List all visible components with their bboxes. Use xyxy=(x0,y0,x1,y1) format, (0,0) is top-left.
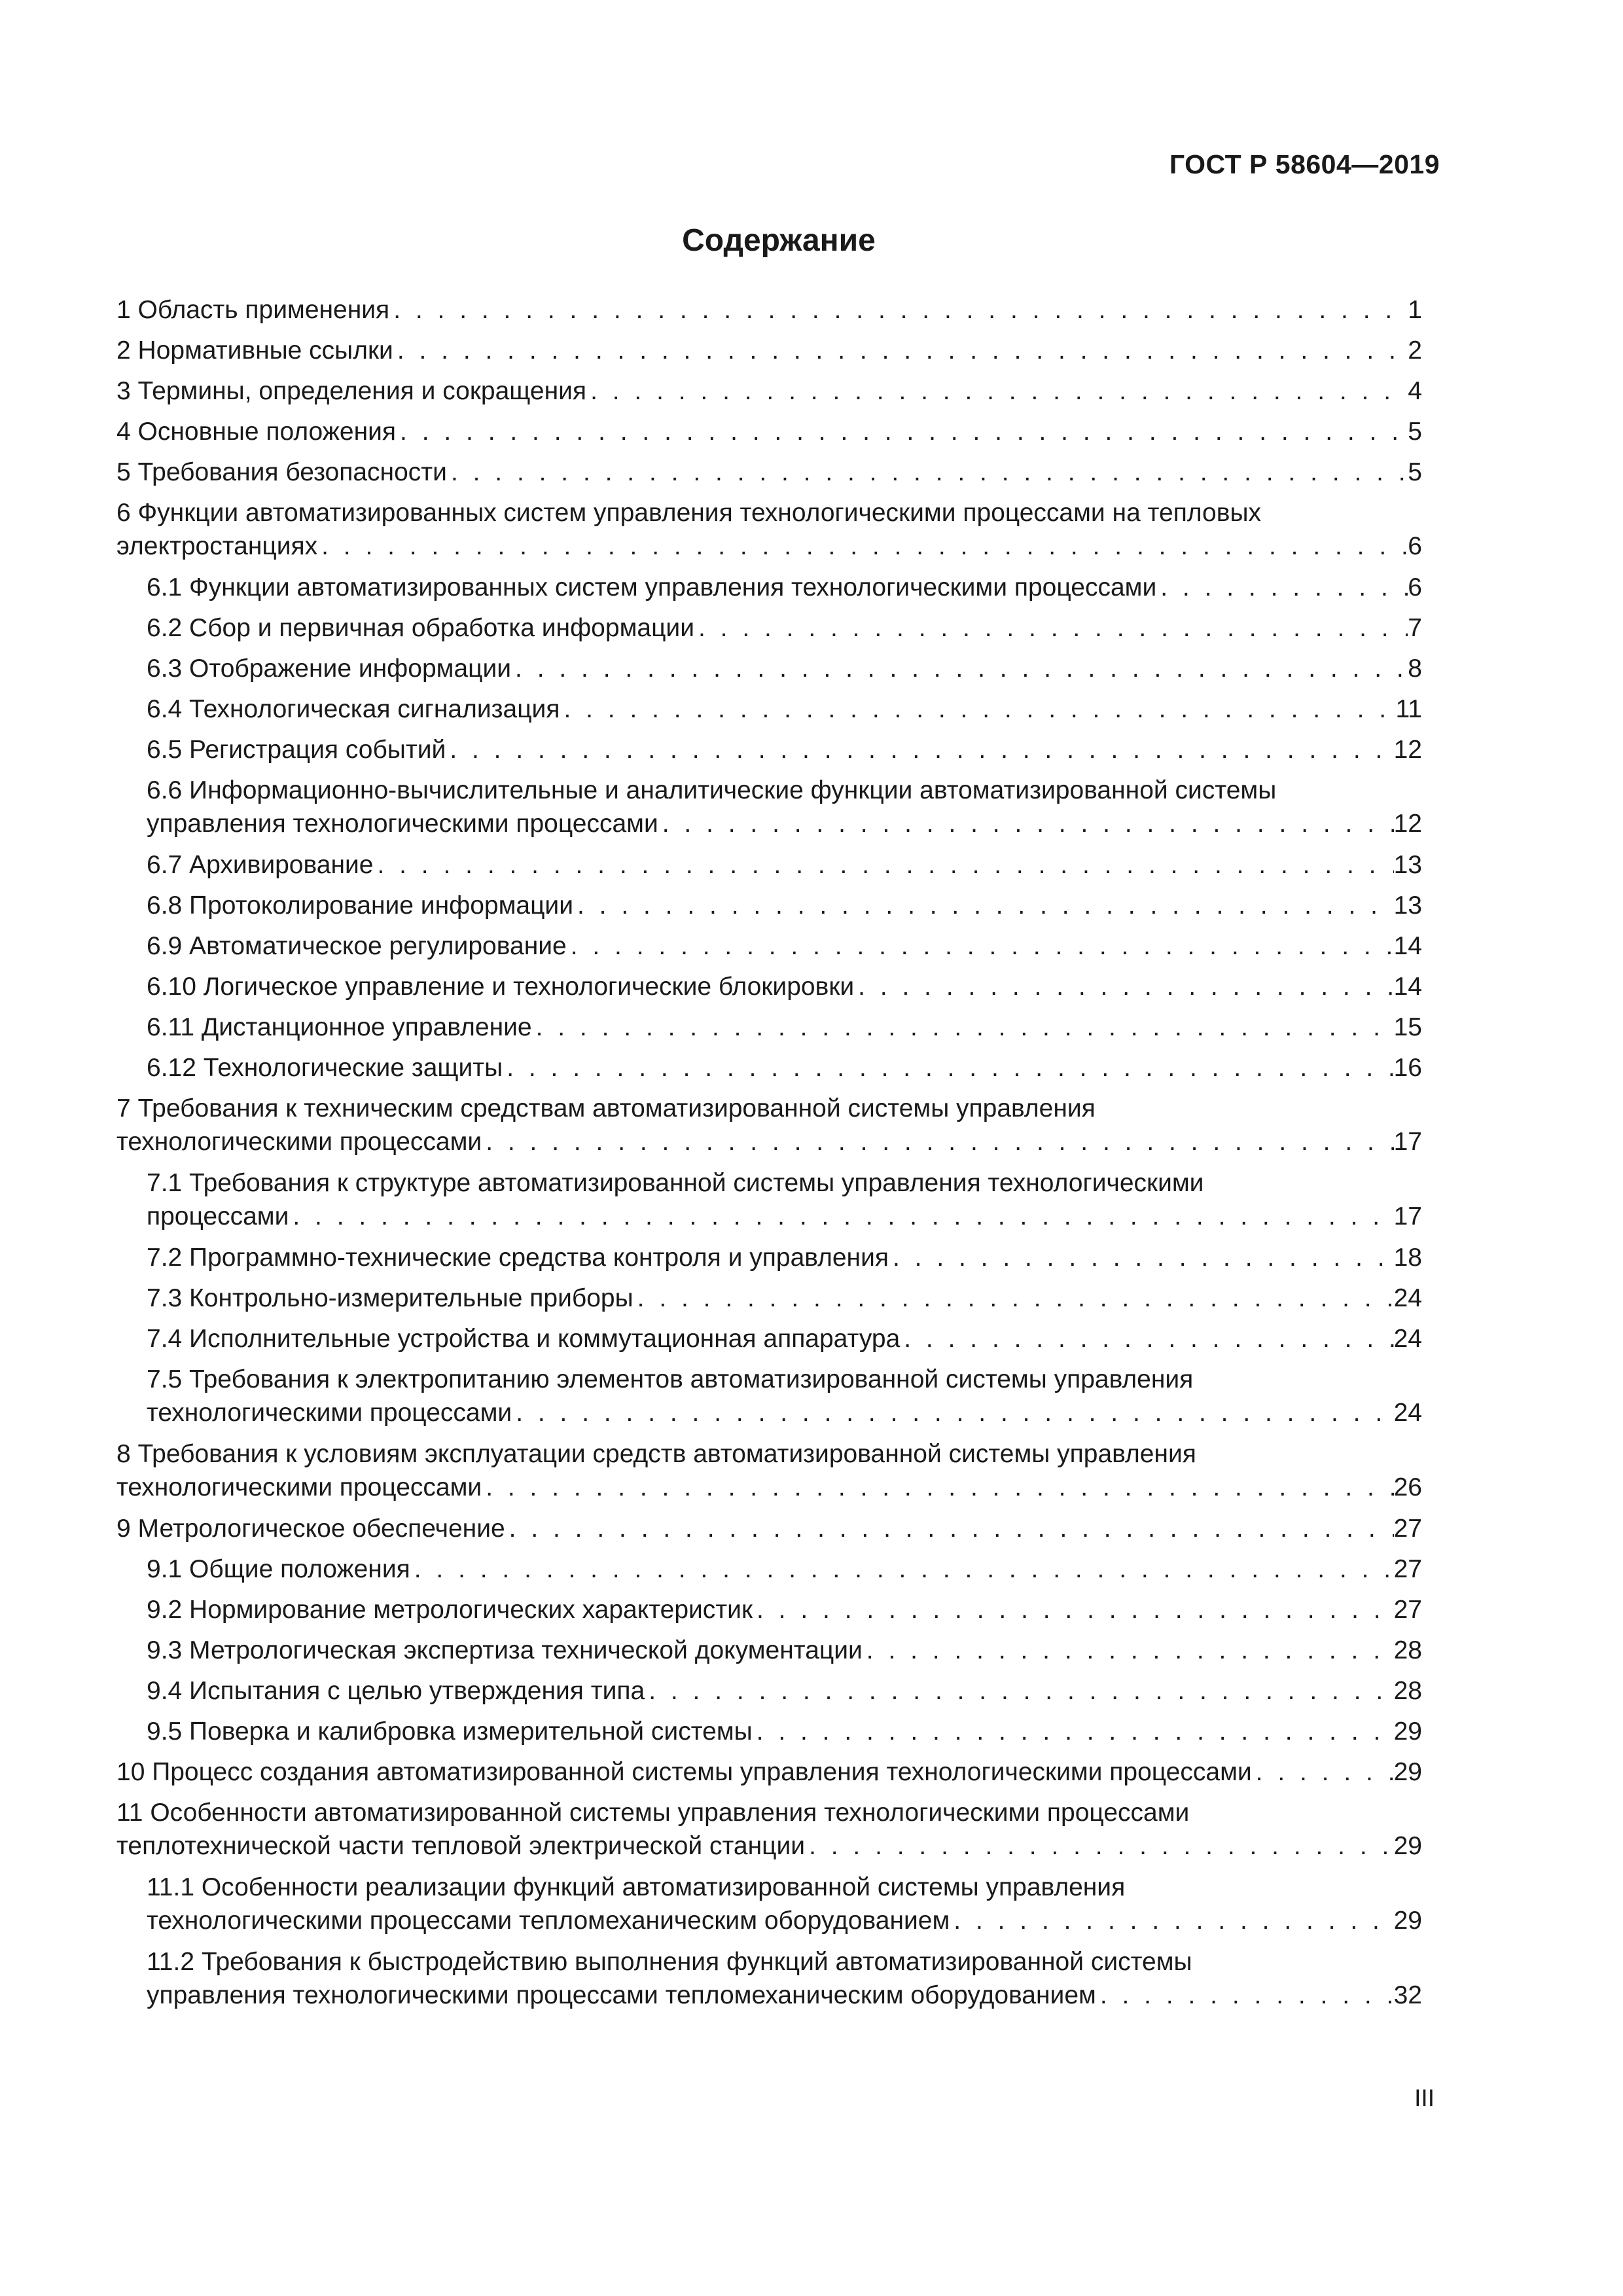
toc-entry-page: 5 xyxy=(1408,418,1422,446)
toc-entry-page: 27 xyxy=(1393,1596,1422,1624)
toc-entry[interactable] xyxy=(147,571,1422,611)
toc-entry[interactable] xyxy=(147,692,1422,733)
toc-entry-label: 9 Метрологическое обеспечение xyxy=(116,1515,505,1543)
toc-entry-label-line: 11 Особенности автоматизированной системы управления технологическими процессами xyxy=(116,1799,1190,1827)
toc-entry-page: 6 xyxy=(1408,573,1422,601)
toc-entry[interactable] xyxy=(147,1322,1422,1363)
toc-entry-label-line: 6.6 Информационно-вычислительные и аналитические функции автоматизированной системы xyxy=(147,776,1277,804)
toc-entry[interactable] xyxy=(147,1593,1422,1634)
toc-entry-page: 27 xyxy=(1393,1515,1422,1543)
toc-entry-page: 14 xyxy=(1393,932,1422,960)
toc-entry-label: 4 Основные положения xyxy=(116,418,397,446)
dot-leader xyxy=(1252,1755,1394,1789)
toc-entry[interactable] xyxy=(147,1166,1422,1241)
toc-entry-label: 6.4 Технологическая сигнализация xyxy=(147,695,560,723)
toc-entry-label-line: 8 Требования к условиям эксплуатации средств автоматизированной системы управления xyxy=(116,1440,1196,1468)
toc-entry[interactable] xyxy=(116,1512,1422,1552)
toc-entry-label-line: 7.1 Требования к структуре автоматизированной системы управления технологическими xyxy=(147,1169,1204,1197)
dot-leader xyxy=(694,611,1408,645)
toc-entry[interactable] xyxy=(147,1945,1422,2020)
toc-entry-page: 12 xyxy=(1393,810,1422,838)
toc-entry-label: 1 Область применения xyxy=(116,296,390,324)
toc-entry[interactable] xyxy=(147,1674,1422,1715)
dot-leader xyxy=(410,1552,1394,1586)
toc-entry-page: 29 xyxy=(1393,1832,1422,1860)
toc-entry-label: 5 Требования безопасности xyxy=(116,458,447,486)
toc-entry-label: 9.2 Нормирование метрологических характеристик xyxy=(147,1596,753,1624)
toc-entry-label: 6.8 Протоколирование информации xyxy=(147,891,573,920)
dot-leader xyxy=(658,807,1394,840)
toc-entry-label-line: 6 Функции автоматизированных систем управления технологическими процессами на тепловых xyxy=(116,499,1261,527)
toc-entry-page: 24 xyxy=(1393,1325,1422,1353)
toc-entry-page: 6 xyxy=(1408,532,1422,560)
toc-entry-page: 18 xyxy=(1393,1244,1422,1272)
dot-leader xyxy=(753,1593,1394,1626)
dot-leader xyxy=(446,733,1393,766)
toc-entry-label: 9.5 Поверка и калибровка измерительной системы xyxy=(147,1717,753,1746)
toc-entry-page: 4 xyxy=(1408,377,1422,405)
toc-entry-page: 28 xyxy=(1393,1677,1422,1705)
toc-entry-label: 6.2 Сбор и первичная обработка информации xyxy=(147,614,694,642)
toc-entry-label: 7.3 Контрольно-измерительные приборы xyxy=(147,1284,633,1312)
dot-leader xyxy=(567,929,1394,963)
toc-entry-label: 6.1 Функции автоматизированных систем управления технологическими процессами xyxy=(147,573,1157,601)
dot-leader xyxy=(753,1715,1394,1748)
toc-entry-page: 29 xyxy=(1393,1758,1422,1786)
toc-entry-label: управления технологическими процессами xyxy=(147,810,658,838)
table-of-contents xyxy=(116,293,1422,2020)
dot-leader xyxy=(854,970,1393,1003)
toc-entry[interactable] xyxy=(116,1437,1422,1512)
toc-entry[interactable] xyxy=(116,1796,1422,1871)
dot-leader xyxy=(512,1396,1393,1429)
dot-leader xyxy=(511,652,1408,685)
toc-entry-page: 24 xyxy=(1393,1284,1422,1312)
toc-entry-label: 9.3 Метрологическая экспертиза технической документации xyxy=(147,1636,863,1664)
toc-entry-label: 2 Нормативные ссылки xyxy=(116,336,393,365)
toc-entry-page: 24 xyxy=(1393,1399,1422,1427)
toc-entry-label: теплотехнической части тепловой электрической станции xyxy=(116,1832,806,1860)
toc-entry[interactable] xyxy=(116,334,1422,374)
toc-entry-page: 14 xyxy=(1393,973,1422,1001)
toc-entry-label: 6.3 Отображение информации xyxy=(147,655,512,683)
toc-entry-label: 10 Процесс создания автоматизированной системы управления технологическими процессами xyxy=(116,1758,1252,1786)
toc-entry-label-line: 11.2 Требования к быстродействию выполнения функций автоматизированной системы xyxy=(147,1948,1192,1976)
dot-leader xyxy=(289,1200,1393,1233)
dot-leader xyxy=(805,1829,1394,1863)
toc-entry-page: 17 xyxy=(1393,1128,1422,1156)
toc-entry[interactable] xyxy=(147,611,1422,652)
toc-entry-page: 17 xyxy=(1393,1202,1422,1230)
toc-entry-label: процессами xyxy=(147,1202,289,1230)
toc-entry-page: 27 xyxy=(1393,1555,1422,1583)
toc-entry-page: 16 xyxy=(1393,1054,1422,1082)
toc-entry-page: 13 xyxy=(1393,891,1422,920)
toc-entry[interactable] xyxy=(116,1092,1422,1166)
toc-entry-page: 29 xyxy=(1393,1907,1422,1935)
dot-leader xyxy=(1096,1979,1394,2012)
toc-entry-label-line: 11.1 Особенности реализации функций автоматизированной системы управления xyxy=(147,1873,1126,1901)
toc-entry-label: технологическими процессами xyxy=(116,1128,482,1156)
toc-entry[interactable] xyxy=(116,496,1422,571)
dot-leader xyxy=(532,1011,1394,1044)
toc-title: Содержание xyxy=(682,223,876,258)
toc-entry[interactable] xyxy=(116,415,1422,456)
dot-leader xyxy=(950,1904,1393,1937)
toc-entry[interactable] xyxy=(147,774,1422,848)
toc-entry[interactable] xyxy=(147,1051,1422,1092)
toc-entry-label: 6.7 Архивирование xyxy=(147,851,374,879)
dot-leader xyxy=(503,1051,1393,1085)
toc-entry[interactable] xyxy=(116,456,1422,496)
toc-entry[interactable] xyxy=(147,1282,1422,1322)
toc-entry-label: 6.9 Автоматическое регулирование xyxy=(147,932,567,960)
toc-entry[interactable] xyxy=(147,1634,1422,1674)
toc-entry-page: 29 xyxy=(1393,1717,1422,1746)
toc-entry-page: 13 xyxy=(1393,851,1422,879)
dot-leader xyxy=(1156,571,1408,604)
toc-entry[interactable] xyxy=(147,1871,1422,1945)
toc-entry-page: 1 xyxy=(1408,296,1422,324)
dot-leader xyxy=(633,1282,1394,1315)
toc-entry-page: 7 xyxy=(1408,614,1422,642)
dot-leader xyxy=(482,1471,1393,1504)
toc-entry[interactable] xyxy=(147,733,1422,774)
document-code: ГОСТ Р 58604—2019 xyxy=(1169,149,1440,179)
dot-leader xyxy=(863,1634,1394,1667)
toc-entry-label: 9.1 Общие положения xyxy=(147,1555,410,1583)
toc-entry-page: 8 xyxy=(1408,655,1422,683)
toc-entry-label: технологическими процессами xyxy=(147,1399,512,1427)
toc-entry[interactable] xyxy=(147,1552,1422,1593)
toc-entry-label: 6.10 Логическое управление и технологические блокировки xyxy=(147,973,855,1001)
toc-entry-page: 15 xyxy=(1393,1013,1422,1041)
toc-entry-page: 2 xyxy=(1408,336,1422,365)
toc-entry[interactable] xyxy=(147,652,1422,692)
toc-entry[interactable] xyxy=(116,293,1422,334)
toc-entry[interactable] xyxy=(116,1755,1422,1796)
dot-leader xyxy=(586,374,1408,408)
page-number: III xyxy=(1414,2085,1435,2111)
toc-entry-page: 5 xyxy=(1408,458,1422,486)
dot-leader xyxy=(393,334,1408,367)
toc-entry-label: 6.5 Регистрация событий xyxy=(147,736,446,764)
toc-entry-label: 7.2 Программно-технические средства контроля и управления xyxy=(147,1244,889,1272)
toc-entry[interactable] xyxy=(147,970,1422,1011)
toc-entry[interactable] xyxy=(147,1363,1422,1437)
dot-leader xyxy=(560,692,1395,726)
toc-entry[interactable] xyxy=(147,1715,1422,1755)
toc-entry[interactable] xyxy=(147,929,1422,970)
toc-entry[interactable] xyxy=(116,374,1422,415)
toc-entry-page: 12 xyxy=(1393,736,1422,764)
toc-entry-label-line: 7.5 Требования к электропитанию элементов автоматизированной системы управления xyxy=(147,1365,1194,1393)
toc-entry-label: 6.11 Дистанционное управление xyxy=(147,1013,532,1041)
toc-entry-label: 3 Термины, определения и сокращения xyxy=(116,377,587,405)
toc-entry-label: технологическими процессами xyxy=(116,1473,482,1501)
toc-entry-page: 26 xyxy=(1393,1473,1422,1501)
toc-entry[interactable] xyxy=(147,848,1422,889)
dot-leader xyxy=(482,1125,1393,1158)
toc-entry[interactable] xyxy=(147,889,1422,929)
dot-leader xyxy=(317,529,1408,563)
toc-entry-page: 32 xyxy=(1393,1981,1422,2009)
toc-entry-label: 6.12 Технологические защиты xyxy=(147,1054,503,1082)
dot-leader xyxy=(505,1512,1394,1545)
dot-leader xyxy=(889,1241,1394,1274)
dot-leader xyxy=(396,415,1408,448)
toc-entry-page: 11 xyxy=(1395,695,1422,723)
toc-entry-label: электростанциях xyxy=(116,532,318,560)
dot-leader xyxy=(573,889,1394,922)
toc-entry-page: 28 xyxy=(1393,1636,1422,1664)
dot-leader xyxy=(373,848,1393,882)
toc-entry-label-line: 7 Требования к техническим средствам автоматизированной системы управления xyxy=(116,1094,1096,1122)
toc-entry[interactable] xyxy=(147,1011,1422,1051)
toc-entry[interactable] xyxy=(147,1241,1422,1282)
toc-entry-label: 7.4 Исполнительные устройства и коммутационная аппаратура xyxy=(147,1325,901,1353)
toc-entry-label: 9.4 Испытания с целью утверждения типа xyxy=(147,1677,645,1705)
toc-entry-label: управления технологическими процессами тепломеханическим оборудованием xyxy=(147,1981,1096,2009)
dot-leader xyxy=(389,293,1408,327)
toc-entry-label: технологическими процессами тепломеханическим оборудованием xyxy=(147,1907,950,1935)
dot-leader xyxy=(900,1322,1393,1355)
dot-leader xyxy=(447,456,1408,489)
dot-leader xyxy=(645,1674,1393,1708)
